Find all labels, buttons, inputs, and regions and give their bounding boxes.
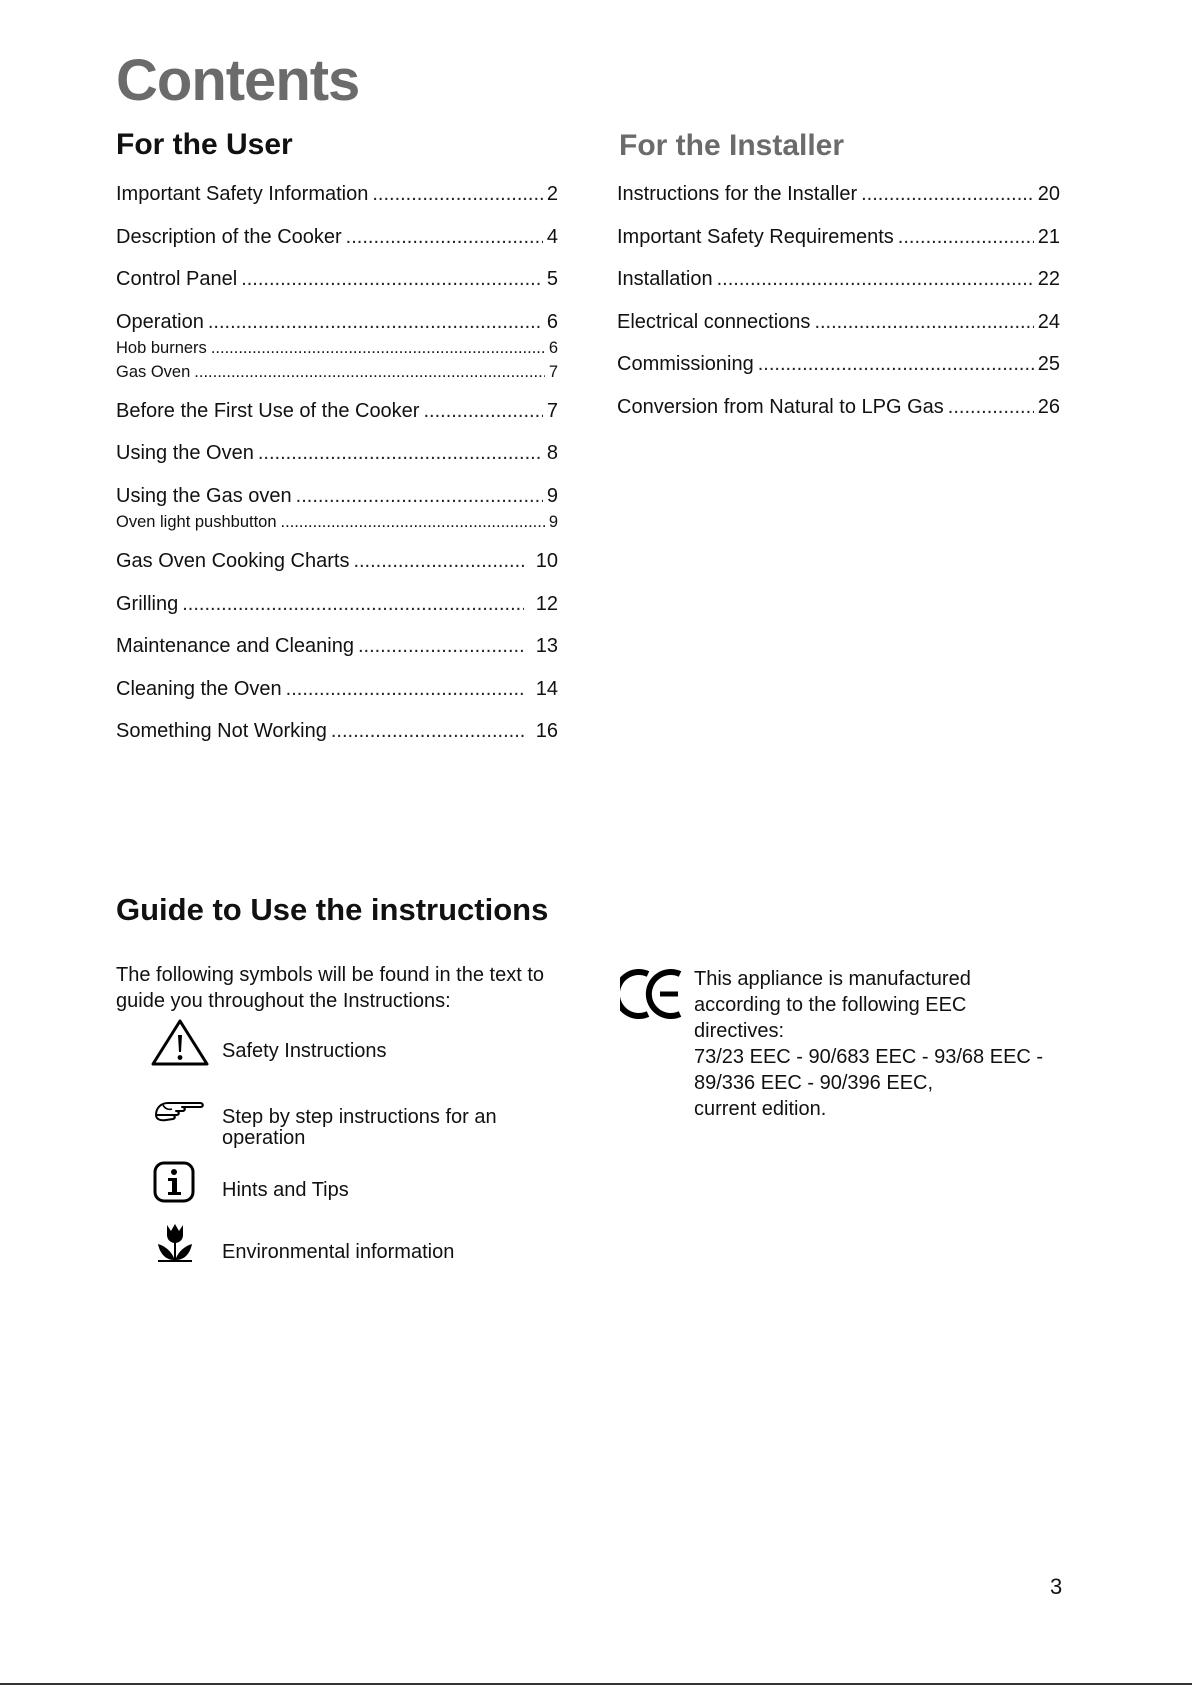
toc-entry-label: Important Safety Requirements xyxy=(617,225,894,248)
toc-subentry-page: 6 xyxy=(548,338,558,357)
toc-entry[interactable] xyxy=(617,350,1060,378)
toc-entry-label: Installation xyxy=(617,268,713,291)
toc-entry-label: Electrical connections xyxy=(617,310,811,333)
toc-entry-page: 16 xyxy=(535,720,558,743)
tulip-environment-icon xyxy=(150,1222,220,1278)
warning-triangle-icon xyxy=(150,1018,220,1074)
toc-entry-label: Important Safety Information xyxy=(116,183,369,205)
toc-subentry-page: 9 xyxy=(548,512,558,531)
toc-entry-label: Control Panel xyxy=(116,268,238,291)
toc-entry-page: 8 xyxy=(546,442,558,465)
ce-line: current edition. xyxy=(694,1098,827,1120)
ce-line: 73/23 EEC - 90/683 EEC - 93/68 EEC - xyxy=(694,1046,1044,1068)
user-section-heading: For the User xyxy=(116,128,293,161)
toc-entry-page: 21 xyxy=(1037,225,1060,248)
toc-entry-label: Something Not Working xyxy=(116,720,327,743)
toc-entry-page: 13 xyxy=(535,635,558,658)
toc-entry-label: Maintenance and Cleaning xyxy=(116,635,354,658)
toc-entry[interactable] xyxy=(116,675,558,703)
toc-subentry-page: 7 xyxy=(548,362,558,381)
toc-subentry-label: Gas Oven xyxy=(116,362,191,381)
toc-entry-page: 25 xyxy=(1037,353,1060,376)
toc-entry-label: Instructions for the Installer xyxy=(617,183,858,205)
symbol-row xyxy=(150,1095,497,1151)
toc-entry[interactable] xyxy=(617,180,1060,208)
toc-entry[interactable] xyxy=(116,223,558,251)
toc-entry[interactable] xyxy=(617,393,1060,421)
symbol-row xyxy=(150,1018,387,1074)
toc-entry[interactable] xyxy=(116,482,558,510)
symbol-row xyxy=(150,1160,349,1216)
toc-entry-page: 9 xyxy=(546,484,558,507)
toc-entry[interactable] xyxy=(116,547,558,575)
toc-entry-label: Using the Oven xyxy=(116,442,254,465)
toc-entry-page: 10 xyxy=(535,549,558,572)
toc-entry-label: Conversion from Natural to LPG Gas xyxy=(617,395,944,418)
toc-entry[interactable] xyxy=(116,397,558,425)
toc-entry-page: 2 xyxy=(546,183,558,205)
toc-entry-label: Description of the Cooker xyxy=(116,225,342,248)
toc-entry-page: 7 xyxy=(546,399,558,422)
toc-subentry[interactable] xyxy=(116,336,558,360)
toc-subentry-label: Hob burners xyxy=(116,338,207,357)
toc-entry-label: Operation xyxy=(116,310,204,333)
ce-line: according to the following EEC xyxy=(694,994,967,1016)
ce-line: 89/336 EEC - 90/396 EEC, xyxy=(694,1072,934,1094)
symbol-text: Step by step instructions for an operation xyxy=(222,1106,497,1149)
page-title: Contents xyxy=(116,48,360,113)
guide-intro: The following symbols will be found in the text to guide you throughout the Instructions: xyxy=(116,964,544,1012)
toc-entry[interactable] xyxy=(116,590,558,618)
symbol-row xyxy=(150,1222,455,1278)
toc-entry-label: Before the First Use of the Cooker xyxy=(116,399,420,422)
toc-entry-label: Gas Oven Cooking Charts xyxy=(116,549,350,572)
toc-entry-page: 4 xyxy=(546,225,558,248)
info-icon xyxy=(150,1160,220,1216)
toc-entry[interactable] xyxy=(617,308,1060,336)
toc-entry[interactable] xyxy=(116,265,558,293)
ce-mark-icon xyxy=(620,968,686,1020)
installer-toc xyxy=(617,180,1060,436)
toc-entry-page: 26 xyxy=(1037,395,1060,418)
page-number: 3 xyxy=(1050,1574,1063,1599)
toc-entry-label: Commissioning xyxy=(617,353,754,376)
ce-line: This appliance is manufactured xyxy=(694,968,971,990)
toc-entry-page: 14 xyxy=(535,677,558,700)
toc-entry-label: Grilling xyxy=(116,592,179,615)
toc-entry-page: 5 xyxy=(546,268,558,291)
toc-entry-page: 6 xyxy=(546,310,558,333)
toc-entry[interactable] xyxy=(116,717,558,745)
toc-subentry[interactable] xyxy=(116,510,558,534)
ce-line: directives: xyxy=(694,1020,785,1042)
toc-entry-label: Using the Gas oven xyxy=(116,484,292,507)
guide-heading: Guide to Use the instructions xyxy=(116,892,549,927)
toc-entry[interactable] xyxy=(116,632,558,660)
toc-entry[interactable] xyxy=(116,180,558,208)
toc-entry[interactable] xyxy=(116,439,558,467)
toc-entry-page: 24 xyxy=(1037,310,1060,333)
ce-statement xyxy=(694,966,1074,1122)
toc-subentry-label: Oven light pushbutton xyxy=(116,512,277,531)
toc-subentry[interactable] xyxy=(116,360,558,384)
toc-entry[interactable] xyxy=(116,308,558,336)
toc-entry[interactable] xyxy=(617,223,1060,251)
installer-section-heading: For the Installer xyxy=(619,129,845,162)
symbol-text: Environmental information xyxy=(222,1241,455,1263)
toc-entry[interactable] xyxy=(617,265,1060,293)
toc-entry-page: 22 xyxy=(1037,268,1060,291)
pointing-hand-icon xyxy=(150,1095,220,1151)
toc-entry-label: Cleaning the Oven xyxy=(116,677,282,700)
toc-entry-page: 12 xyxy=(535,592,558,615)
symbol-text: Hints and Tips xyxy=(222,1179,349,1201)
user-toc xyxy=(116,180,558,760)
symbol-text: Safety Instructions xyxy=(222,1040,387,1062)
toc-entry-page: 20 xyxy=(1037,183,1060,205)
